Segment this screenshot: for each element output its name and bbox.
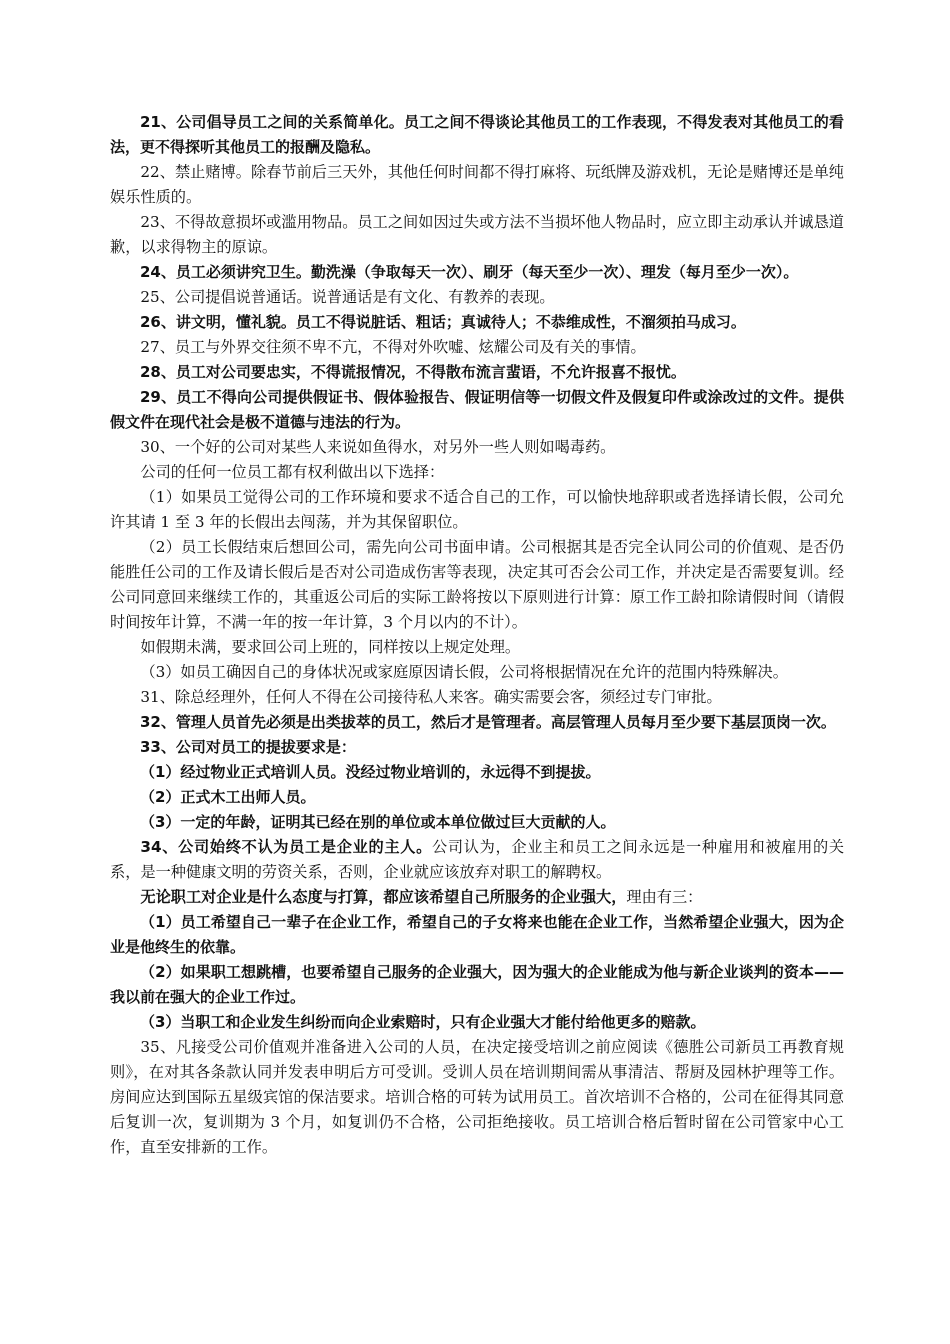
rule-33: 33、公司对员工的提拔要求是： — [140, 738, 356, 756]
rule-33-item-2: （2）正式木工出师人员。 — [140, 788, 316, 806]
rule-30-item-2: （2）员工长假结束后想回公司，需先向公司书面申请。公司根据其是否完全认同公司的价值观、是否仍能胜任公司的工作及请长假后是否对公司造成伤害等表现，决定其可否会公司工作，并决定是否需要复训。经公司同意回来继续工作的，其重返公司后的实际工龄将按以下原则进行计算：原工作工龄扣除请假时间（请假时间按年计算，不满一年的按一年计算，3 个月以内的不计）。 — [110, 538, 844, 631]
rule-23: 23、不得故意损坏或滥用物品。员工之间如因过失或方法不当损坏他人物品时，应立即主动承认并诚恳道歉，以求得物主的原谅。 — [110, 213, 844, 256]
rule-34-reasons-lead: 无论职工对企业是什么态度与打算，都应该希望自己所服务的企业强大， — [140, 888, 627, 906]
rule-22: 22、禁止赌博。除春节前后三天外，其他任何时间都不得打麻将、玩纸牌及游戏机，无论是赌博还是单纯娱乐性质的。 — [110, 163, 844, 206]
rule-29: 29、员工不得向公司提供假证书、假体验报告、假证明信等一切假文件及假复印件或涂改过的文件。提供假文件在现代社会是极不道德与违法的行为。 — [110, 388, 844, 431]
rule-34-reason-2: （2）如果职工想跳槽，也要希望自己服务的企业强大，因为强大的企业能成为他与新企业谈判的资本——我以前在强大的企业工作过。 — [110, 963, 844, 1006]
rule-34 — [110, 835, 844, 885]
rule-30-note: 如假期未满，要求回公司上班的，同样按以上规定处理。 — [140, 638, 521, 656]
rule-30-item-3: （3）如员工确因自己的身体状况或家庭原因请长假，公司将根据情况在允许的范围内特殊解决。 — [140, 663, 788, 681]
rule-34-reason-3: （3）当职工和企业发生纠纷而向企业索赔时，只有企业强大才能付给他更多的赔款。 — [140, 1013, 706, 1031]
rule-30-intro: 公司的任何一位员工都有权利做出以下选择： — [140, 463, 445, 481]
rule-34-reasons — [110, 885, 844, 910]
rule-32: 32、管理人员首先必须是出类拔萃的员工，然后才是管理者。高层管理人员每月至少要下基层顶岗一次。 — [140, 713, 836, 731]
rule-31: 31、除总经理外，任何人不得在公司接待私人来客。确实需要会客，须经过专门审批。 — [140, 688, 722, 706]
rule-25: 25、公司提倡说普通话。说普通话是有文化、有教养的表现。 — [140, 288, 555, 306]
rule-21: 21、公司倡导员工之间的关系简单化。员工之间不得谈论其他员工的工作表现，不得发表对其他员工的看法，更不得探听其他员工的报酬及隐私。 — [110, 113, 844, 156]
rule-33-item-3: （3）一定的年龄，证明其已经在别的单位或本单位做过巨大贡献的人。 — [140, 813, 616, 831]
rule-33-item-1: （1）经过物业正式培训人员。没经过物业培训的，永远得不到提拔。 — [140, 763, 601, 781]
rule-26: 26、讲文明，懂礼貌。员工不得说脏话、粗话；真诚待人；不恭维成性，不溜须拍马成习。 — [140, 313, 746, 331]
rule-27: 27、员工与外界交往须不卑不亢，不得对外吹嘘、炫耀公司及有关的事情。 — [140, 338, 646, 356]
rule-35: 35、凡接受公司价值观并准备进入公司的人员，在决定接受培训之前应阅读《德胜公司新员工再教育规则》，在对其各条款认同并发表申明后方可受训。受训人员在培训期间需从事清洁、帮厨及园林护理等工作。房间应达到国际五星级宾馆的保洁要求。培训合格的可转为试用员工。首次培训不合格的，公司在征得其同意后复训一次，复训期为 3 个月，如复训仍不合格，公司拒绝接收。员工培训合格后暂时留在公司管家中心工作，直至安排新的工作。 — [110, 1038, 844, 1156]
rule-24: 24、员工必须讲究卫生。勤洗澡（争取每天一次）、刷牙（每天至少一次）、理发（每月至少一次）。 — [140, 263, 799, 281]
rule-34-reason-1: （1）员工希望自己一辈子在企业工作，希望自己的子女将来也能在企业工作，当然希望企业强大，因为企业是他终生的依靠。 — [110, 913, 844, 956]
rule-34-lead: 34、公司始终不认为员工是企业的主人。 — [140, 838, 433, 856]
rule-28: 28、员工对公司要忠实，不得谎报情况，不得散布流言蜚语，不允许报喜不报忧。 — [140, 363, 686, 381]
rule-30-item-1: （1）如果员工觉得公司的工作环境和要求不适合自己的工作，可以愉快地辞职或者选择请长假，公司允许其请 1 至 3 年的长假出去闯荡，并为其保留职位。 — [110, 488, 844, 531]
document-page — [110, 110, 844, 1160]
rule-30: 30、一个好的公司对某些人来说如鱼得水，对另外一些人则如喝毒药。 — [140, 438, 616, 456]
rule-34-reasons-body: 理由有三： — [626, 888, 703, 906]
rule-34-body: 公司认为，企业主和员工之间永远是一种雇用和被雇用的关系，是一种健康文明的劳资关系，否则，企业就应该放弃对职工的解聘权。 — [110, 838, 845, 881]
